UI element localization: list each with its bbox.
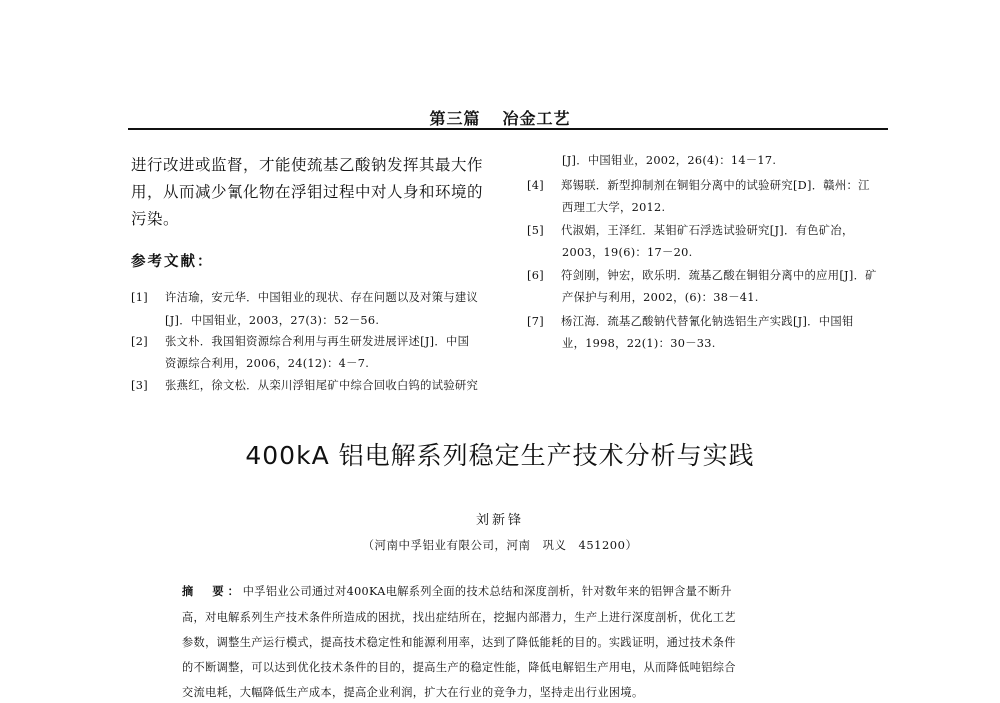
reference-text: 许洁瑜，安元华．中国钼业的现状、存在问题以及对策与建议 [165, 291, 479, 304]
reference-item [527, 222, 854, 238]
reference-text: 符剑刚，钟宏，欧乐明．巯基乙酸在铜钼分离中的应用[J]．矿 [561, 269, 877, 282]
reference-text: 西理工大学，2012. [562, 201, 666, 214]
reference-text: 2003，19(6)：17－20. [562, 246, 693, 259]
reference-item [527, 177, 870, 193]
abstract-text: 中孚铝业公司通过对400KA电解系列全面的技术总结和深度剖析，针对数年来的铝钾含量不断升 [242, 585, 732, 598]
paper-author: 刘新锋 [475, 513, 524, 528]
references-heading: 参考文献： [131, 254, 214, 270]
body-text-line: 进行改进或监督，才能使巯基乙酸钠发挥其最大作 [131, 156, 484, 174]
section-number: 第三篇 [429, 109, 481, 128]
reference-item [527, 313, 854, 329]
reference-number: [7] [527, 315, 544, 328]
abstract-line [182, 583, 732, 599]
reference-text: 产保护与利用，2002，(6)：38－41. [562, 291, 759, 304]
abstract-line: 的不断调整，可以达到优化技术条件的目的，提高生产的稳定性能，降低电解铝生产用电，从而降低吨铝综合 [182, 661, 736, 674]
body-text-line: 用，从而减少氰化物在浮钼过程中对人身和环境的 [131, 183, 484, 201]
reference-number: [4] [527, 179, 544, 192]
reference-text: [J]．中国钼业，2002，26(4)：14－17. [562, 154, 777, 167]
reference-text: 张燕红，徐文松．从栾川浮钼尾矿中综合回收白钨的试验研究 [165, 379, 479, 392]
reference-text: 杨江海．巯基乙酸钠代替氰化钠选铝生产实践[J]．中国钼 [561, 315, 854, 328]
abstract-label: 摘 要： [182, 584, 243, 598]
reference-item [131, 333, 469, 349]
reference-text: 业，1998，22(1)：30－33. [562, 337, 716, 350]
header-rule [128, 128, 888, 130]
reference-text: [J]．中国钼业，2003，27(3)：52－56. [165, 314, 380, 327]
reference-item [131, 377, 478, 393]
paper-affiliation: （河南中孚铝业有限公司，河南 巩义 451200） [362, 538, 638, 552]
reference-text: 资源综合利用，2006，24(12)：4－7. [165, 357, 370, 370]
reference-item [131, 289, 478, 305]
abstract-line: 交流电耗，大幅降低生产成本，提高企业利润，扩大在行业的竞争力，坚持走出行业困境。 [182, 686, 644, 699]
abstract-line: 参数，调整生产运行模式，提高技术稳定性和能源利用率，达到了降低能耗的目的。实践证明，通过技术条件 [182, 636, 736, 649]
paper-title: 400kA 铝电解系列稳定生产技术分析与实践 [245, 441, 755, 470]
body-text-line: 污染。 [131, 210, 180, 228]
section-header [0, 106, 1000, 129]
reference-text: 张文朴．我国钼资源综合利用与再生研发进展评述[J]．中国 [165, 335, 470, 348]
reference-number: [3] [131, 379, 148, 392]
reference-number: [1] [131, 291, 148, 304]
reference-text: 郑锡联．新型抑制剂在铜钼分离中的试验研究[D]．赣州：江 [561, 179, 870, 192]
reference-number: [5] [527, 224, 544, 237]
reference-number: [2] [131, 335, 148, 348]
abstract-line: 高，对电解系列生产技术条件所造成的困扰，找出症结所在，挖掘内部潜力，生产上进行深度剖析，优化工艺 [182, 611, 736, 624]
reference-text: 代淑娟，王泽红．某钼矿石浮选试验研究[J]．有色矿冶， [561, 224, 854, 237]
section-topic: 冶金工艺 [502, 109, 571, 128]
reference-number: [6] [527, 269, 544, 282]
reference-item [527, 267, 877, 283]
